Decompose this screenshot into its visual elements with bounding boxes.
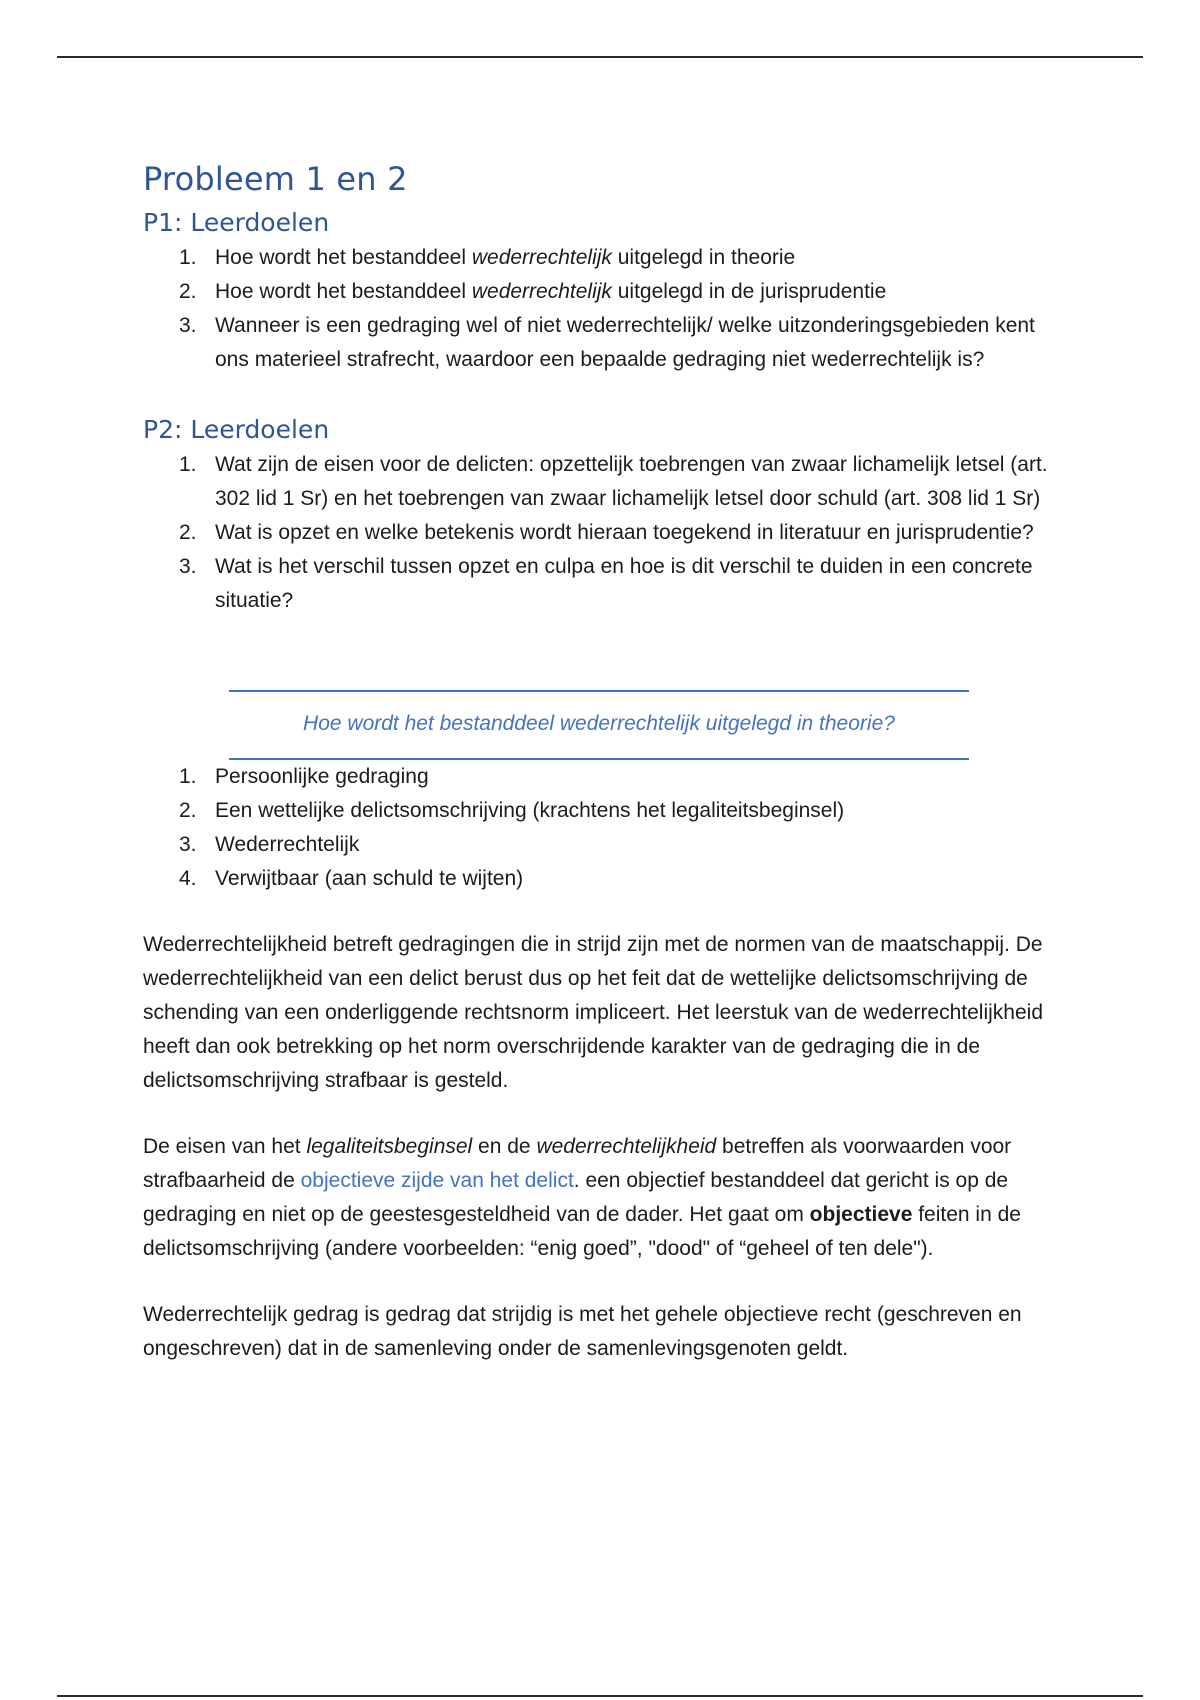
list-item: 2. Een wettelijke delictsomschrijving (krachtens het legaliteitsbeginsel) (143, 794, 1063, 828)
elements-list (143, 760, 1063, 896)
list-number: 2. (179, 521, 197, 544)
list-number: 4. (179, 867, 197, 890)
paragraph-3: Wederrechtelijk gedrag is gedrag dat strijdig is met het gehele objectieve recht (geschreven en ongeschreven) dat in de samenleving onder de samenlevingsgenoten geldt. (143, 1303, 1022, 1360)
document-body (143, 160, 1063, 1366)
list-item: 4. Verwijtbaar (aan schuld te wijten) (143, 862, 1063, 896)
list-number: 1. (179, 765, 197, 788)
paragraph-1: Wederrechtelijkheid betreft gedragingen die in strijd zijn met de normen van de maatschappij. De wederrechtelijkheid van een delict berust dus op het feit dat de wettelijke delictsomschrijving de schending van een onderliggende rechtsnorm impliceert. Het leerstuk van de wederrechtelijkheid heeft dan ook betrekking op het norm overschrijdende karakter van de gedraging die in de delictsomschrijving strafbaar is gesteld. (143, 933, 1044, 1092)
list-number: 3. (179, 833, 197, 856)
quote-callout: Hoe wordt het bestanddeel wederrechtelijk uitgelegd in theorie? (229, 690, 969, 760)
list-item: 2. Hoe wordt het bestanddeel wederrechtelijk uitgelegd in de jurisprudentie (143, 275, 1063, 309)
list-item: 1. Wat zijn de eisen voor de delicten: opzettelijk toebrengen van zwaar lichamelijk letsel (art. 302 lid 1 Sr) en het toebrengen van zwaar lichamelijk letsel door schuld (art. 308 lid 1 Sr) (143, 448, 1063, 516)
list-number: 3. (179, 314, 197, 337)
p2-heading: P2: Leerdoelen (143, 415, 330, 444)
list-number: 1. (179, 246, 197, 269)
list-number: 1. (179, 453, 197, 476)
objective-side-link[interactable]: objectieve zijde van het delict (300, 1169, 574, 1192)
list-item: 1. Persoonlijke gedraging (143, 760, 1063, 794)
list-item: 3. Wederrechtelijk (143, 828, 1063, 862)
list-item: 2. Wat is opzet en welke betekenis wordt hieraan toegekend in literatuur en jurisprudentie? (143, 516, 1063, 550)
list-number: 2. (179, 799, 197, 822)
list-number: 2. (179, 280, 197, 303)
list-item: 1. Hoe wordt het bestanddeel wederrechtelijk uitgelegd in theorie (143, 241, 1063, 275)
header-rule (57, 56, 1143, 58)
p2-list (143, 448, 1063, 618)
list-number: 3. (179, 555, 197, 578)
footer-rule (57, 1695, 1143, 1697)
p1-list (143, 241, 1063, 377)
paragraph-2: De eisen van het legaliteitsbeginsel en de wederrechtelijkheid betreffen als voorwaarden voor strafbaarheid de objectieve zijde van het delict. een objectief bestanddeel dat gericht is op de gedraging en niet op de geestesgesteldheid van de dader. Het gaat om objectieve feiten in de delictsomschrijving (andere voorbeelden: “enig goed”, "dood" of “geheel of ten dele"). (143, 1135, 1021, 1260)
p1-heading: P1: Leerdoelen (143, 208, 330, 237)
page-title: Probleem 1 en 2 (143, 160, 408, 198)
list-item: 3. Wat is het verschil tussen opzet en culpa en hoe is dit verschil te duiden in een concrete situatie? (143, 550, 1063, 618)
list-item: 3. Wanneer is een gedraging wel of niet wederrechtelijk/ welke uitzonderingsgebieden kent ons materieel strafrecht, waardoor een bepaalde gedraging niet wederrechtelijk is? (143, 309, 1063, 377)
